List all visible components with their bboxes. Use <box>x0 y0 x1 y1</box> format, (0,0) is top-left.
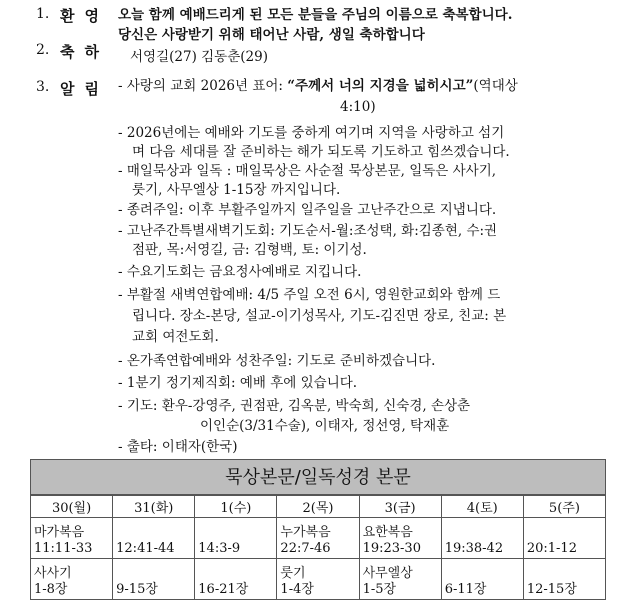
passage-ref: 12-15장 <box>526 582 577 597</box>
table-cell <box>277 559 359 600</box>
table-title: 묵상본문/일독성경 본문 <box>30 459 606 495</box>
schedule-grid <box>30 495 606 600</box>
section-number-welcome: 1. <box>36 6 50 22</box>
table-cell <box>277 518 359 559</box>
book-name: 룻기 <box>280 566 306 581</box>
day-header: 4(토) <box>441 496 523 518</box>
table-cell <box>195 518 277 559</box>
table-cell <box>113 518 195 559</box>
table-cell <box>31 559 113 600</box>
birthday-names: 서영길(27) 김동춘(29) <box>130 49 268 65</box>
table-cell <box>359 518 441 559</box>
passage-ref: 20:1-12 <box>526 541 577 556</box>
table-cell <box>441 559 523 600</box>
notice-line: - 종려주일: 이후 부활주일까지 일주일을 고난주간으로 지냅니다. <box>118 202 497 218</box>
table-cell <box>523 559 605 600</box>
welcome-text: 오늘 함께 예배드리게 된 모든 분들을 주님의 이름으로 축복합니다. <box>118 7 513 23</box>
day-header: 30(월) <box>31 496 113 518</box>
notice-line: - 온가족연합예배와 성찬주일: 기도로 준비하겠습니다. <box>118 353 436 369</box>
book-name: 사사기 <box>34 566 72 581</box>
notice-line: - 2026년에는 예배와 기도를 중하게 여기며 지역을 사랑하고 섬기 <box>118 125 505 141</box>
motto-line <box>118 77 518 96</box>
passage-ref: 19:23-30 <box>362 541 421 556</box>
meditation-row <box>31 518 606 559</box>
day-header: 1(수) <box>195 496 277 518</box>
notice-line: - 기도: 환우-강영주, 권점판, 김옥분, 박숙희, 신숙경, 손상춘 <box>118 398 471 414</box>
passage-ref: 12:41-44 <box>116 541 175 556</box>
passage-ref: 1-5장 <box>362 582 397 597</box>
passage-ref: 22:7-46 <box>280 541 331 556</box>
passage-ref: 9-15장 <box>116 582 158 597</box>
notice-line: - 고난주간특별새벽기도회: 기도순서-월:조성택, 화:김종현, 수:권 <box>118 223 498 239</box>
passage-ref: 14:3-9 <box>198 541 241 556</box>
schedule-table <box>30 459 606 600</box>
notice-line: - 수요기도회는 금요정사예배로 지킵니다. <box>118 264 362 280</box>
passage-ref: 6-11장 <box>444 582 487 597</box>
reading-row <box>31 559 606 600</box>
book-name: 누가복음 <box>280 525 331 540</box>
notice-line: - 1분기 정기제직회: 예배 후에 있습니다. <box>118 375 358 391</box>
day-header: 5(주) <box>523 496 605 518</box>
motto-prefix: - 사랑의 교회 2026년 표어: <box>118 78 288 94</box>
notice-line: 이인순(3/31수술), 이태자, 정선영, 탁재훈 <box>200 418 450 434</box>
notice-line: 룻기, 사무엘상 1-15장 까지입니다. <box>132 182 341 198</box>
notice-line: 립니다. 장소-본당, 설교-이기성목사, 기도-김진면 장로, 친교: 본 <box>132 308 507 324</box>
day-header: 3(금) <box>359 496 441 518</box>
motto-reference: (역대상 <box>473 78 518 94</box>
notice-line: 점판, 목:서영길, 금: 김형백, 토: 이기성. <box>132 242 367 258</box>
congrats-message: 당신은 사랑받기 위해 태어난 사람, 생일 축하합니다 <box>118 27 425 43</box>
book-name: 요한복음 <box>362 525 413 540</box>
motto-reference-verse: 4:10) <box>340 99 376 115</box>
book-name: 마가복음 <box>34 525 85 540</box>
notice-line: - 부활절 새벽연합예배: 4/5 주일 오전 6시, 영원한교회와 함께 드 <box>118 287 501 303</box>
motto-quote: “주께서 너의 지경을 넓히시고” <box>287 78 474 94</box>
header-row <box>31 496 606 518</box>
passage-ref: 16-21장 <box>198 582 249 597</box>
table-cell <box>523 518 605 559</box>
table-cell <box>441 518 523 559</box>
notice-line: - 매일묵상과 일독 : 매일묵상은 사순절 묵상본문, 일독은 사사기, <box>118 163 497 179</box>
section-number-congrats: 2. <box>36 42 50 58</box>
passage-ref: 1-8장 <box>34 582 68 597</box>
day-header: 31(화) <box>113 496 195 518</box>
table-cell <box>359 559 441 600</box>
section-title-welcome: 환영 <box>60 7 109 25</box>
passage-ref: 1-4장 <box>280 582 314 597</box>
section-number-notices: 3. <box>36 79 50 95</box>
notice-line: 며 다음 세대를 잘 준비하는 해가 되도록 기도하고 힘쓰겠습니다. <box>132 144 510 160</box>
table-cell <box>195 559 277 600</box>
table-cell <box>113 559 195 600</box>
day-header: 2(목) <box>277 496 359 518</box>
notice-line: 교회 여전도회. <box>132 329 219 345</box>
passage-ref: 19:38-42 <box>444 541 504 556</box>
book-name: 사무엘상 <box>362 566 413 581</box>
section-title-notices: 알림 <box>60 80 109 98</box>
notice-line: - 출타: 이태자(한국) <box>118 439 238 455</box>
passage-ref: 11:11-33 <box>34 541 93 556</box>
section-title-congrats: 축하 <box>60 43 109 61</box>
table-cell <box>31 518 113 559</box>
